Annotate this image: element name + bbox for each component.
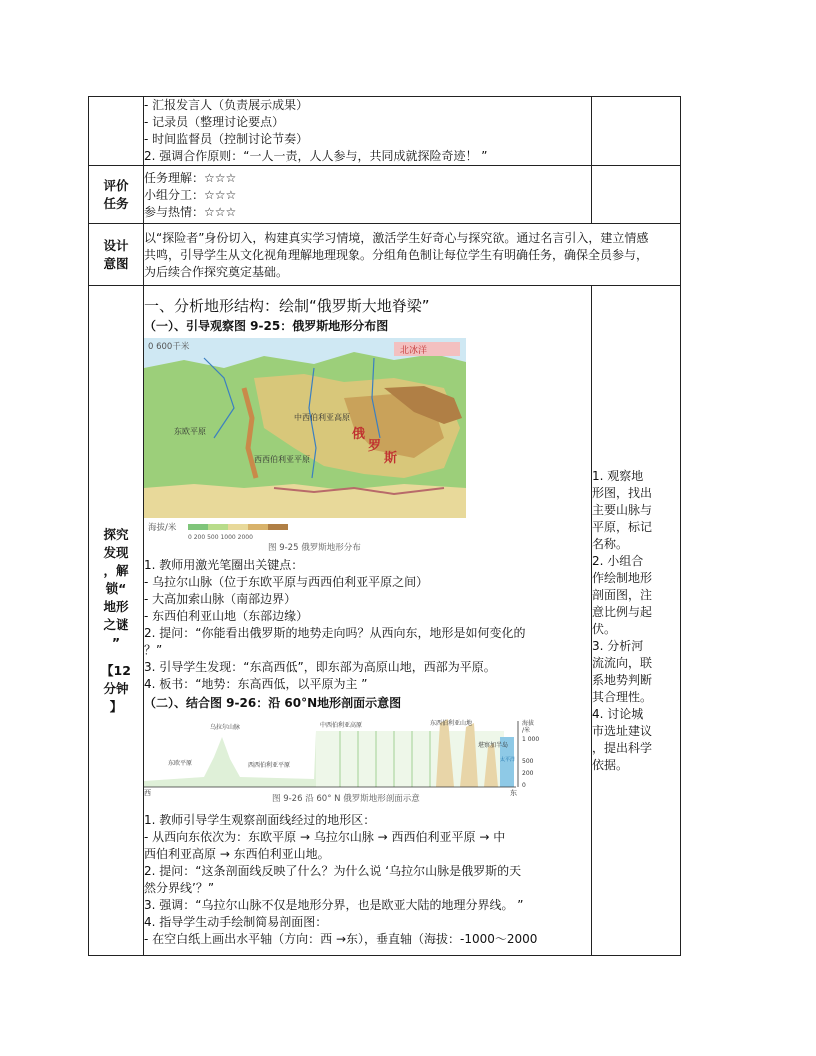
profile-axis-title: /米 (522, 727, 531, 734)
text-line: ？” (144, 643, 163, 657)
profile-tick: 200 (522, 770, 534, 777)
label-line: 之谜 (103, 616, 129, 632)
russia-terrain-map (144, 338, 466, 554)
row-roles-label (89, 97, 144, 166)
text-line: - 东西伯利亚山地（东部边缘） (144, 609, 309, 623)
label-text: 设计意图 (103, 237, 129, 271)
side-line: 伏。 (592, 621, 617, 636)
row-evaluation-side (592, 166, 681, 224)
row-exploration-content (144, 286, 592, 956)
map-label: 东欧平原 (174, 427, 206, 436)
label-text: 评价任务 (103, 177, 129, 211)
map-scale: 0 600千米 (148, 342, 190, 352)
profile-label: 西西伯利亚平原 (248, 762, 291, 769)
map-label: 罗 (368, 439, 382, 454)
map-legend-title: 海拔/米 (148, 523, 177, 533)
text-line: - 汇报发言人（负责展示成果） (144, 98, 309, 112)
text-line: 2. 提问：“你能看出俄罗斯的地势走向吗？从西向东，地形是如何变化的 (144, 626, 526, 640)
side-line: 系地势判断 (592, 672, 653, 687)
text-line: 1. 教师引导学生观察剖面线经过的地形区： (144, 813, 376, 827)
row-roles (89, 97, 681, 166)
row-evaluation-content (144, 166, 592, 224)
map-caption: 图 9-25 俄罗斯地形分布 (268, 543, 361, 553)
side-line: 其合理性。 (592, 689, 653, 704)
profile-label: 乌拉尔山脉 (210, 724, 241, 731)
profile-caption: 图 9-26 沿 60° N 俄罗斯地形剖面示意 (272, 794, 420, 803)
map-graphic (144, 338, 466, 554)
text-line: 参与热情：☆☆☆ (144, 205, 237, 219)
label-line: 锁“ (105, 580, 127, 596)
label-line: 分钟 (103, 680, 129, 696)
profile-label: 东西伯利亚山地 (430, 720, 473, 727)
text-line: 2. 提问：“这条剖面线反映了什么？为什么说 ‘乌拉尔山脉是俄罗斯的天 (144, 864, 522, 878)
text-line: 西伯利亚高原 → 东西伯利亚山地。 (144, 847, 330, 861)
subsection-title: （一）、引导观察图 9-25：俄罗斯地形分布图 (144, 319, 389, 333)
section-title: 一、分析地形结构：绘制“俄罗斯大地脊梁” (144, 297, 430, 315)
paragraph: 以“探险者”身份切入，构建真实学习情境，激活学生好奇心与探究欲。通过名言引入，建立情感共鸣，引导学生从文化视角理解地理现象。分组角色制让每位学生有明确任务，确保全员参与，为后续合作探究奠定基础。 (144, 231, 649, 279)
row-design-content (144, 224, 681, 286)
text-line: 3. 强调：“乌拉尔山脉不仅是地形分界，也是欧亚大陆的地理分界线。 ” (144, 898, 524, 912)
text-line: - 从西向东依次为：东欧平原 → 乌拉尔山脉 → 西西伯利亚平原 → 中 (144, 830, 506, 844)
side-line: 剖面图，注 (592, 587, 653, 602)
text-line: - 时间监督员（控制讨论节奏） (144, 132, 309, 146)
label-line: ” (111, 634, 121, 650)
profile-label: 中西伯利亚高原 (320, 722, 363, 729)
lesson-plan-table (88, 96, 681, 956)
side-line: 形图，找出 (592, 485, 653, 500)
row-exploration (89, 286, 681, 956)
map-label: 斯 (384, 451, 398, 466)
row-exploration-student-activities (592, 286, 681, 956)
profile-label: 堪察加半岛 (478, 742, 509, 749)
side-line: 作绘制地形 (592, 570, 653, 585)
side-line: 2. 小组合 (592, 553, 644, 568)
side-line: 平原，标记 (592, 519, 653, 534)
profile-tick: 1 000 (522, 736, 540, 743)
side-line: 4. 讨论城 (592, 706, 644, 721)
side-line: 流流向，联 (592, 655, 653, 670)
profile-tick: 500 (522, 758, 534, 765)
text-line: 4. 板书：“地势：东高西低，以平原为主 ” (144, 677, 368, 691)
map-region-label: 北冰洋 (400, 346, 428, 356)
profile-axis-title: 海拔 (522, 720, 535, 727)
side-line: 主要山脉与 (592, 502, 653, 517)
text-line: - 记录员（整理讨论要点） (144, 115, 285, 129)
map-label: 俄 (352, 427, 366, 442)
side-line: 市选址建议 (592, 723, 653, 738)
side-line: 1. 观察地 (592, 468, 644, 483)
side-line: 意比例与起 (592, 604, 653, 619)
side-line: 名称。 (592, 536, 629, 551)
terrain-profile-figure (144, 717, 554, 803)
text-line: - 大高加索山脉（南部边界） (144, 592, 297, 606)
row-evaluation (89, 166, 681, 224)
text-line: 3. 引导学生发现：“东高西低”，即东部为高原山地，西部为平原。 (144, 660, 496, 674)
label-line: 地形 (103, 598, 129, 614)
label-line: 探究 (103, 526, 129, 542)
subsection-title: （二）、结合图 9-26：沿 60°N地形剖面示意图 (144, 696, 402, 710)
row-exploration-label (89, 286, 144, 956)
side-line: 依据。 (592, 757, 629, 772)
map-legend-ticks: 0 200 500 1000 2000 (188, 534, 253, 541)
side-line: 3. 分析河 (592, 638, 644, 653)
profile-sea: 太平洋 (500, 757, 516, 763)
label-line: 】 (109, 698, 123, 714)
profile-east: 东 (510, 789, 517, 797)
row-evaluation-label (89, 166, 144, 224)
row-roles-content (144, 97, 592, 166)
map-label: 中西伯利亚高原 (294, 413, 350, 422)
side-line: ，提出科学 (592, 740, 653, 755)
label-line: 【12 (101, 662, 131, 678)
text-line: 2. 强调合作原则：“一人一责，人人参与，共同成就探险奇迹！ ” (144, 149, 488, 163)
label-line: 发现 (103, 544, 129, 560)
map-label: 西西伯利亚平原 (254, 455, 310, 464)
text-line: - 乌拉尔山脉（位于东欧平原与西西伯利亚平原之间） (144, 575, 429, 589)
text-line: 然分界线’？” (144, 881, 215, 895)
label-line: ，解 (103, 562, 129, 578)
text-line: 小组分工：☆☆☆ (144, 188, 237, 202)
text-line: 1. 教师用激光笔圈出关键点： (144, 558, 304, 572)
profile-west: 西 (144, 789, 151, 797)
profile-tick: 0 (522, 782, 526, 789)
row-design-intent (89, 224, 681, 286)
profile-label: 东欧平原 (168, 760, 193, 767)
text-line: - 在空白纸上画出水平轴（方向：西 →东），垂直轴（海拔：-1000～2000 (144, 932, 538, 946)
text-line: 4. 指导学生动手绘制简易剖面图： (144, 915, 328, 929)
row-roles-side (592, 97, 681, 166)
text-line: 任务理解：☆☆☆ (144, 171, 237, 185)
row-design-label (89, 224, 144, 286)
